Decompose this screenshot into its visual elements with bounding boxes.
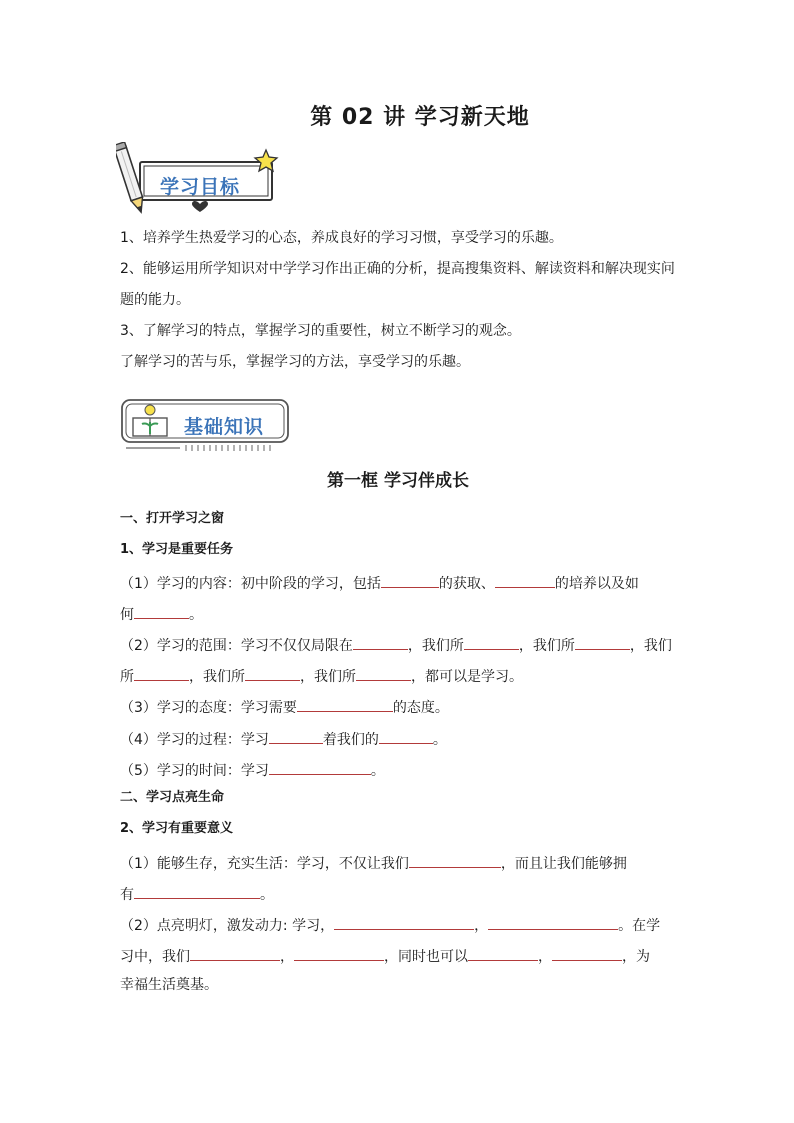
question-3-text-b: 的态度。 [392,700,449,716]
blank[interactable] [334,913,474,930]
question-3-text-a: （3）学习的态度：学习需要 [120,700,297,716]
blank[interactable] [495,571,555,588]
question-7-text-d: 习中，我们 [120,949,190,965]
question-1-text-b: 的获取、 [438,576,495,592]
blank[interactable] [552,944,622,961]
question-2-text-h: ，都可以是学习。 [411,669,523,685]
question-2-text-g: ，我们所 [300,669,356,685]
question-5-line [120,758,676,781]
question-6-text-b: ，而且让我们能够拥 [500,856,627,872]
objective-line-1: 1、培养学生热爱学习的心态，养成良好的学习习惯，享受学习的乐趣。 [120,230,563,246]
learning-goals-banner [116,142,286,214]
objective-line-3: 题的能力。 [120,292,190,308]
blank[interactable] [464,633,519,650]
question-4-line [120,727,676,750]
blank[interactable] [269,758,371,775]
question-2-text-e: 所 [120,669,134,685]
question-2-text-a: （2）学习的范围：学习不仅仅局限在 [120,638,353,654]
question-7-line-1 [120,913,676,936]
blank[interactable] [379,727,433,744]
blank[interactable] [356,664,411,681]
question-1-text-a: （1）学习的内容：初中阶段的学习，包括 [120,576,381,592]
blank[interactable] [468,944,538,961]
question-2-text-b: ，我们所 [407,638,464,654]
blank[interactable] [575,633,630,650]
question-7-line-3: 幸福生活奠基。 [120,977,218,993]
question-7-text-b: ， [474,918,489,934]
learning-goals-label: 学习目标 [160,176,241,198]
question-4-text-b: 着我们的 [322,732,379,748]
question-2-line-2 [120,664,676,687]
question-6-text-d: 。 [260,887,274,903]
question-1-text-c: 的培养以及如 [554,576,639,592]
question-7-text-a: （2）点亮明灯，激发动力: 学习， [120,918,335,934]
heading-2: 二、学习点亮生命 [120,790,225,805]
objective-line-4: 3、了解学习的特点，掌握学习的重要性，树立不断学习的观念。 [120,323,521,339]
question-5-text-b: 。 [370,763,385,779]
question-7-line-2 [120,944,676,967]
blank[interactable] [294,944,384,961]
question-6-text-c: 有 [120,887,134,903]
blank[interactable] [134,664,189,681]
question-2-text-d: ，我们 [629,638,672,654]
question-6-line-2 [120,882,676,905]
question-2-text-c: ，我们所 [518,638,575,654]
heading-1: 一、打开学习之窗 [120,511,225,526]
question-4-text-a: （4）学习的过程：学习 [120,732,269,748]
blank[interactable] [269,727,323,744]
blank[interactable] [488,913,618,930]
question-1-text-e: 。 [189,607,203,623]
basic-knowledge-banner [120,396,292,454]
question-1-line-2 [120,602,676,625]
objective-line-2: 2、能够运用所学知识对中学学习作出正确的分析，提高搜集资料、解读资料和解决现实问 [120,261,675,277]
section-title: 第一框 学习伴成长 [327,471,469,491]
question-5-text-a: （5）学习的时间：学习 [120,763,269,779]
blank[interactable] [190,944,280,961]
blank[interactable] [134,602,189,619]
question-4-text-c: 。 [432,732,447,748]
question-1-text-d: 何 [120,607,134,623]
blank[interactable] [353,633,408,650]
question-1-line-1 [120,571,676,594]
question-6-line-1 [120,851,676,874]
page-title: 第 02 讲 学习新天地 [310,105,530,130]
question-2-text-f: ，我们所 [189,669,245,685]
subheading-2: 2、学习有重要意义 [120,821,234,836]
question-6-text-a: （1）能够生存，充实生活：学习，不仅让我们 [120,856,409,872]
blank[interactable] [297,695,393,712]
blank[interactable] [245,664,300,681]
objective-line-5: 了解学习的苦与乐，掌握学习的方法，享受学习的乐趣。 [120,354,470,370]
subheading-1: 1、学习是重要任务 [120,542,234,557]
question-7-text-h: ，为 [622,949,650,965]
question-7-text-c: 。在学 [618,918,661,934]
question-2-line-1 [120,633,676,656]
blank[interactable] [134,882,260,899]
question-7-text-e: ， [280,949,294,965]
question-7-text-f: ，同时也可以 [384,949,468,965]
basic-knowledge-label: 基础知识 [184,416,265,438]
question-7-text-g: ， [538,949,552,965]
blank[interactable] [381,571,439,588]
question-3-line [120,695,676,718]
blank[interactable] [409,851,501,868]
